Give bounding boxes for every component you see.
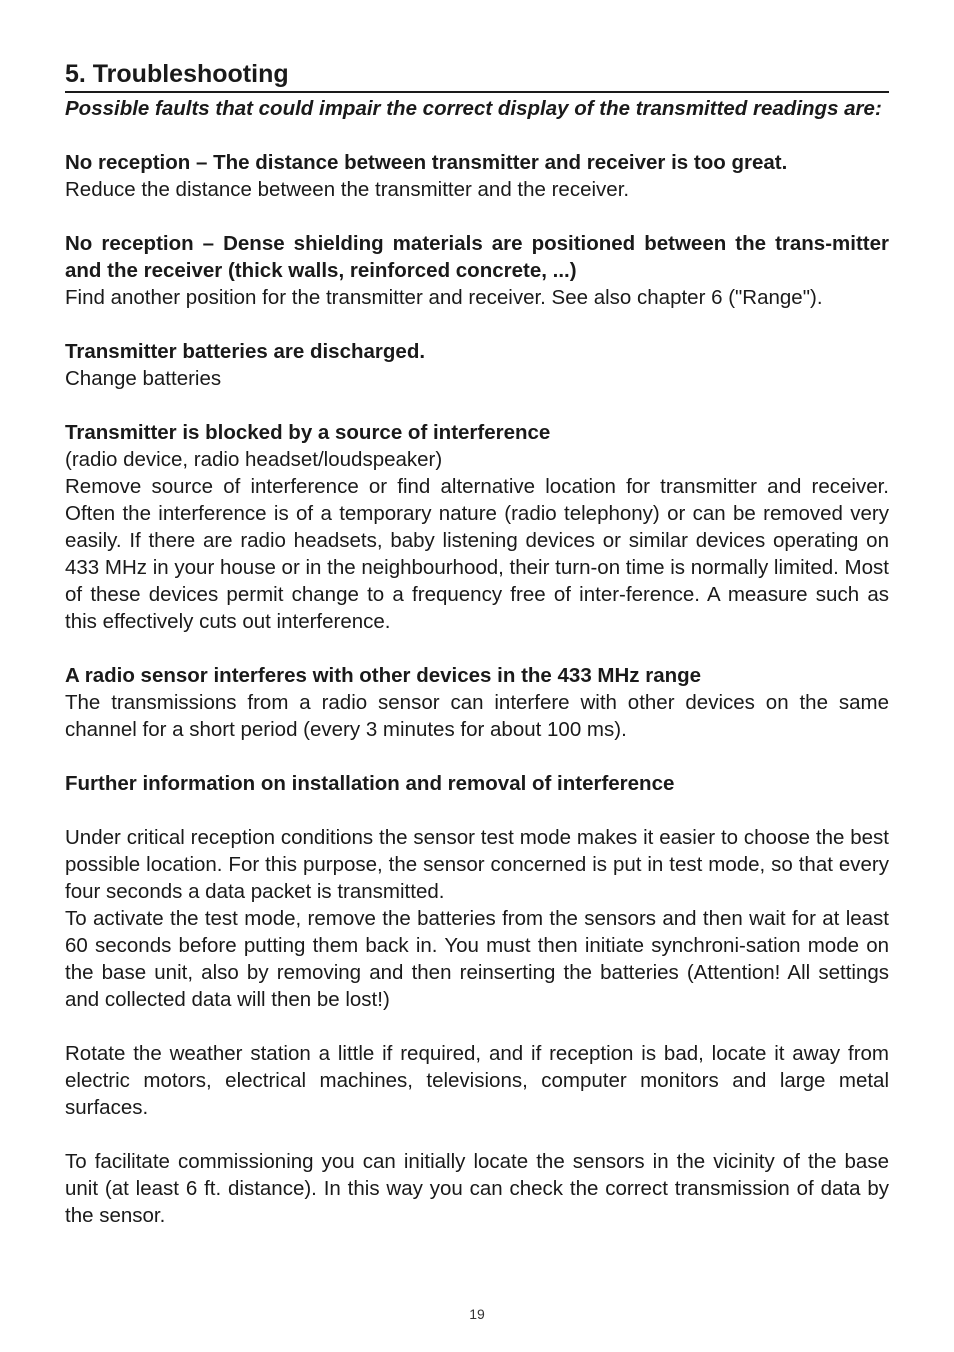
fault-section-6: [65, 770, 889, 797]
fault-heading: No reception – The distance between transmitter and receiver is too great.: [65, 151, 788, 174]
info-paragraph-3: [65, 1148, 889, 1229]
info-paragraph-1: [65, 824, 889, 1013]
paragraph-text: Rotate the weather station a little if required, and if reception is bad, locate it away from electric motors, electrical machines, televisions, computer monitors and large metal surfaces.: [65, 1042, 889, 1119]
fault-heading: A radio sensor interferes with other devices in the 433 MHz range: [65, 664, 702, 687]
fault-section-5: [65, 662, 889, 743]
fault-section-3: [65, 338, 889, 392]
fault-heading: Transmitter is blocked by a source of interference: [65, 421, 551, 444]
fault-heading: Transmitter batteries are discharged.: [65, 340, 426, 363]
document-page: [65, 58, 889, 1229]
fault-section-4: [65, 419, 889, 635]
paragraph-text: To activate the test mode, remove the batteries from the sensors and then wait for at least 60 seconds before putting them back in. You must then initiate synchroni-sation mode on the base unit, also by removing and then reinserting the batteries (Attention! All settings and collected data will then be lost!): [65, 907, 889, 1011]
fault-remedy: Change batteries: [65, 367, 222, 390]
fault-remedy: Find another position for the transmitter and receiver. See also chapter 6 ("Range").: [65, 286, 823, 309]
fault-heading: Further information on installation and removal of interference: [65, 772, 675, 795]
fault-remedy: The transmissions from a radio sensor can interfere with other devices on the same channel for a short period (every 3 minutes for about 100 ms).: [65, 691, 889, 741]
fault-remedy: Reduce the distance between the transmitter and the receiver.: [65, 178, 630, 201]
page-number: 19: [469, 1306, 485, 1322]
intro-text: Possible faults that could impair the correct display of the transmitted readings are:: [65, 97, 882, 120]
section-title: 5. Troubleshooting: [65, 58, 889, 93]
fault-heading: No reception – Dense shielding materials are positioned between the trans-mitter and the receiver (thick walls, reinforced concrete, ...): [65, 232, 889, 282]
paragraph-text: To facilitate commissioning you can initially locate the sensors in the vicinity of the base unit (at least 6 ft. distance). In this way you can check the correct transmission of data by the sensor.: [65, 1150, 889, 1227]
info-paragraph-2: [65, 1040, 889, 1121]
fault-section-2: [65, 230, 889, 311]
paragraph-text: Under critical reception conditions the sensor test mode makes it easier to choose the best possible location. For this purpose, the sensor concerned is put in test mode, so that every four seconds a data packet is transmitted.: [65, 826, 889, 903]
fault-note: (radio device, radio headset/loudspeaker): [65, 448, 443, 471]
fault-section-1: [65, 149, 889, 203]
fault-remedy: Remove source of interference or find alternative location for transmitter and receiver. Often the interference is of a temporary nature (radio telephony) or can be removed very easily. If there are radio headsets, baby listening devices or similar devices operating on 433 MHz in your house or in the neighbourhood, their turn-on time is normally limited. Most of these devices permit change to a frequency free of inter-ference. A measure such as this effectively cuts out interference.: [65, 475, 889, 633]
